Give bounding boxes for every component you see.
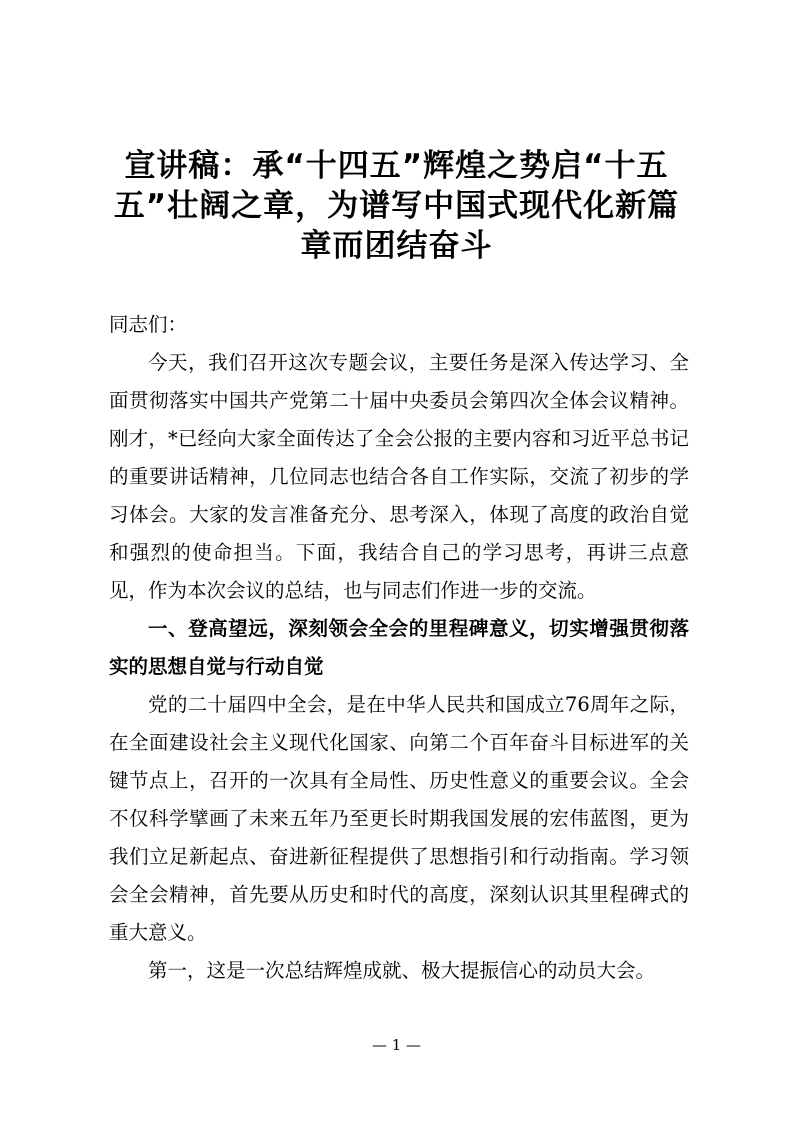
document-title [100,146,693,266]
section-heading-1: 一、登高望远，深刻领会全会的里程碑意义，切实增强贯彻落实的思想自觉与行动自觉 [109,617,689,678]
paragraph-opening: 今天，我们召开这次专题会议，主要任务是深入传达学习、全面贯彻落实中国共产党第二十届中央委员会第四次全体会议精神。刚才，*已经向大家全面传达了全会公报的主要内容和习近平总书记的重要讲话精神，几位同志也结合各自工作实际，交流了初步的学习体会。大家的发言准备充分、思考深入，体现了高度的政治自觉和强烈的使命担当。下面，我结合自己的学习思考，再讲三点意见，作为本次会议的总结，也与同志们作进一步的交流。 [109,351,689,602]
title-line-3: 章而团结奋斗 [300,228,493,264]
page-number: — 1 — [371,1036,422,1054]
document-body [109,306,689,990]
paragraph-significance: 党的二十届四中全会，是在中华人民共和国成立76周年之际，在全面建设社会主义现代化国家、向第二个百年奋斗目标进军的关键节点上，召开的一次具有全局性、历史性意义的重要会议。全会不仅科学擘画了未来五年乃至更长时期我国发展的宏伟蓝图，更为我们立足新起点、奋进新征程提供了思想指引和行动指南。学习领会全会精神，首先要从历史和时代的高度，深刻认识其里程碑式的重大意义。 [109,693,689,944]
title-line-2: 五”壮阔之章，为谱写中国式现代化新篇 [113,188,680,224]
paragraph-first-point: 第一，这是一次总结辉煌成就、极大提振信心的动员大会。 [148,959,656,982]
title-line-1: 宣讲稿：承“十四五”辉煌之势启“十五 [124,148,669,184]
salutation: 同志们： [109,313,188,336]
